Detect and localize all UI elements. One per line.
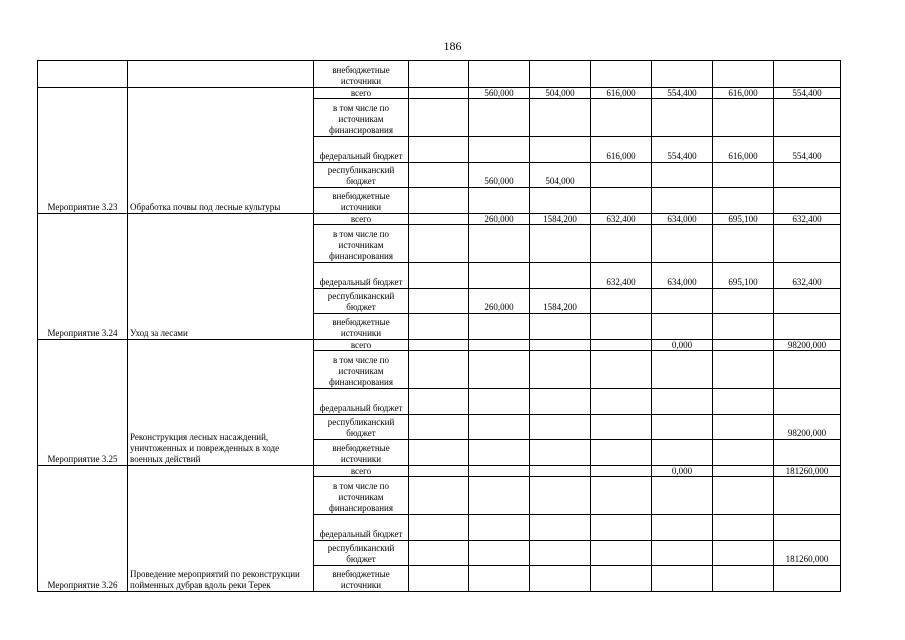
- value-cell: [774, 477, 841, 515]
- value-cell: [469, 566, 530, 592]
- source-label: республиканский бюджет: [314, 415, 409, 440]
- source-label: внебюджетные источники: [314, 314, 409, 340]
- value-cell: [409, 188, 469, 214]
- value-cell: [652, 389, 713, 415]
- value-cell: [409, 566, 469, 592]
- value-cell: [774, 188, 841, 214]
- value-cell: [409, 515, 469, 541]
- source-label: федеральный бюджет: [314, 263, 409, 289]
- value-cell: [409, 163, 469, 188]
- value-cell: 1584,200: [530, 289, 591, 314]
- value-cell: [409, 466, 469, 477]
- value-cell: [652, 188, 713, 214]
- source-label: федеральный бюджет: [314, 137, 409, 163]
- activity-cell: Мероприятие 3.25: [38, 340, 128, 466]
- value-cell: [652, 225, 713, 263]
- value-cell: [652, 477, 713, 515]
- value-cell: [469, 99, 530, 137]
- value-cell: [409, 351, 469, 389]
- value-cell: 260,000: [469, 289, 530, 314]
- value-cell: [591, 541, 652, 566]
- source-label: в том числе по источникам финансирования: [314, 99, 409, 137]
- value-cell: 634,000: [652, 214, 713, 225]
- table-row: [38, 340, 841, 351]
- value-cell: [530, 351, 591, 389]
- source-label: всего: [314, 88, 409, 99]
- value-cell: [409, 415, 469, 440]
- value-cell: [652, 515, 713, 541]
- value-cell: [652, 163, 713, 188]
- page-number: 186: [443, 39, 462, 53]
- value-cell: 632,400: [774, 263, 841, 289]
- activity-cell: [38, 61, 128, 88]
- activity-name-cell: Уход за лесами: [128, 214, 314, 340]
- value-cell: [713, 389, 774, 415]
- value-cell: [774, 225, 841, 263]
- value-cell: [591, 289, 652, 314]
- value-cell: [652, 541, 713, 566]
- source-label: в том числе по источникам финансирования: [314, 351, 409, 389]
- value-cell: [409, 289, 469, 314]
- value-cell: [469, 61, 530, 88]
- table-row: [38, 214, 841, 225]
- source-label: всего: [314, 466, 409, 477]
- value-cell: [469, 466, 530, 477]
- value-cell: [652, 351, 713, 389]
- value-cell: 632,400: [591, 214, 652, 225]
- value-cell: [591, 466, 652, 477]
- source-label: внебюджетные источники: [314, 61, 409, 88]
- value-cell: [774, 289, 841, 314]
- value-cell: [591, 351, 652, 389]
- value-cell: [652, 566, 713, 592]
- value-cell: [591, 225, 652, 263]
- activity-name-cell: Обработка почвы под лесные культуры: [128, 88, 314, 214]
- value-cell: [713, 466, 774, 477]
- value-cell: 634,000: [652, 263, 713, 289]
- value-cell: 560,000: [469, 163, 530, 188]
- value-cell: 181260,000: [774, 541, 841, 566]
- value-cell: [774, 566, 841, 592]
- value-cell: [713, 541, 774, 566]
- value-cell: [774, 515, 841, 541]
- value-cell: [652, 415, 713, 440]
- value-cell: [713, 477, 774, 515]
- value-cell: [591, 314, 652, 340]
- value-cell: [409, 477, 469, 515]
- activity-cell: Мероприятие 3.26: [38, 466, 128, 592]
- value-cell: [713, 440, 774, 466]
- value-cell: [469, 541, 530, 566]
- value-cell: [652, 314, 713, 340]
- value-cell: [713, 163, 774, 188]
- source-label: внебюджетные источники: [314, 188, 409, 214]
- value-cell: [530, 61, 591, 88]
- value-cell: [409, 225, 469, 263]
- table-row: [38, 61, 841, 88]
- value-cell: [409, 88, 469, 99]
- value-cell: 554,400: [774, 88, 841, 99]
- value-cell: [774, 351, 841, 389]
- value-cell: [591, 477, 652, 515]
- value-cell: [713, 515, 774, 541]
- value-cell: [530, 515, 591, 541]
- value-cell: [409, 61, 469, 88]
- value-cell: [469, 351, 530, 389]
- source-label: в том числе по источникам финансирования: [314, 225, 409, 263]
- value-cell: 632,400: [774, 214, 841, 225]
- value-cell: [469, 415, 530, 440]
- value-cell: 695,100: [713, 214, 774, 225]
- value-cell: 560,000: [469, 88, 530, 99]
- value-cell: [774, 99, 841, 137]
- activity-name-cell: Реконструкция лесных насаждений, уничтоженных и поврежденных в ходе военных действий: [128, 340, 314, 466]
- value-cell: [530, 477, 591, 515]
- value-cell: [591, 61, 652, 88]
- value-cell: 554,400: [652, 137, 713, 163]
- value-cell: [713, 566, 774, 592]
- value-cell: 98200,000: [774, 340, 841, 351]
- value-cell: [409, 99, 469, 137]
- value-cell: [530, 263, 591, 289]
- value-cell: [530, 188, 591, 214]
- value-cell: [469, 340, 530, 351]
- value-cell: [409, 541, 469, 566]
- value-cell: [409, 214, 469, 225]
- source-label: республиканский бюджет: [314, 289, 409, 314]
- value-cell: [469, 263, 530, 289]
- value-cell: [469, 515, 530, 541]
- value-cell: [469, 389, 530, 415]
- value-cell: [530, 389, 591, 415]
- value-cell: [530, 314, 591, 340]
- value-cell: [713, 314, 774, 340]
- value-cell: [591, 163, 652, 188]
- value-cell: [591, 188, 652, 214]
- value-cell: [652, 99, 713, 137]
- value-cell: [652, 289, 713, 314]
- value-cell: [652, 440, 713, 466]
- table-row: [38, 88, 841, 99]
- value-cell: [530, 566, 591, 592]
- value-cell: [774, 61, 841, 88]
- source-label: республиканский бюджет: [314, 541, 409, 566]
- value-cell: [409, 389, 469, 415]
- value-cell: [409, 137, 469, 163]
- value-cell: [469, 314, 530, 340]
- value-cell: [469, 137, 530, 163]
- value-cell: 504,000: [530, 163, 591, 188]
- budget-table-body: [38, 61, 841, 592]
- value-cell: [409, 314, 469, 340]
- value-cell: [409, 440, 469, 466]
- value-cell: 260,000: [469, 214, 530, 225]
- source-label: внебюджетные источники: [314, 440, 409, 466]
- value-cell: [774, 389, 841, 415]
- value-cell: 616,000: [591, 88, 652, 99]
- value-cell: [530, 440, 591, 466]
- value-cell: [774, 440, 841, 466]
- value-cell: [530, 415, 591, 440]
- activity-cell: Мероприятие 3.23: [38, 88, 128, 214]
- value-cell: [774, 314, 841, 340]
- value-cell: 554,400: [652, 88, 713, 99]
- activity-name-cell: [128, 61, 314, 88]
- value-cell: [409, 263, 469, 289]
- value-cell: [530, 340, 591, 351]
- value-cell: 98200,000: [774, 415, 841, 440]
- value-cell: [530, 541, 591, 566]
- value-cell: 181260,000: [774, 466, 841, 477]
- source-label: всего: [314, 340, 409, 351]
- table-row: [38, 466, 841, 477]
- value-cell: [713, 351, 774, 389]
- value-cell: 616,000: [713, 88, 774, 99]
- value-cell: [530, 137, 591, 163]
- source-label: в том числе по источникам финансирования: [314, 477, 409, 515]
- value-cell: [591, 340, 652, 351]
- value-cell: [652, 61, 713, 88]
- value-cell: 1584,200: [530, 214, 591, 225]
- value-cell: 554,400: [774, 137, 841, 163]
- source-label: всего: [314, 214, 409, 225]
- value-cell: [774, 163, 841, 188]
- value-cell: 0,000: [652, 340, 713, 351]
- value-cell: 632,400: [591, 263, 652, 289]
- value-cell: [591, 99, 652, 137]
- value-cell: 0,000: [652, 466, 713, 477]
- value-cell: [530, 466, 591, 477]
- value-cell: [713, 188, 774, 214]
- budget-table: [37, 60, 841, 592]
- value-cell: [469, 188, 530, 214]
- source-label: внебюджетные источники: [314, 566, 409, 592]
- value-cell: [713, 415, 774, 440]
- value-cell: [713, 289, 774, 314]
- value-cell: [713, 99, 774, 137]
- value-cell: [530, 99, 591, 137]
- value-cell: [591, 440, 652, 466]
- activity-name-cell: Проведение мероприятий по реконструкции пойменных дубрав вдоль реки Терек: [128, 466, 314, 592]
- value-cell: [469, 440, 530, 466]
- value-cell: [469, 477, 530, 515]
- value-cell: [591, 389, 652, 415]
- value-cell: 695,100: [713, 263, 774, 289]
- value-cell: [713, 340, 774, 351]
- source-label: федеральный бюджет: [314, 389, 409, 415]
- value-cell: [591, 566, 652, 592]
- value-cell: [530, 225, 591, 263]
- value-cell: 504,000: [530, 88, 591, 99]
- value-cell: [591, 415, 652, 440]
- value-cell: [713, 61, 774, 88]
- value-cell: [409, 340, 469, 351]
- value-cell: [591, 515, 652, 541]
- value-cell: 616,000: [713, 137, 774, 163]
- source-label: федеральный бюджет: [314, 515, 409, 541]
- value-cell: 616,000: [591, 137, 652, 163]
- activity-cell: Мероприятие 3.24: [38, 214, 128, 340]
- source-label: республиканский бюджет: [314, 163, 409, 188]
- value-cell: [713, 225, 774, 263]
- value-cell: [469, 225, 530, 263]
